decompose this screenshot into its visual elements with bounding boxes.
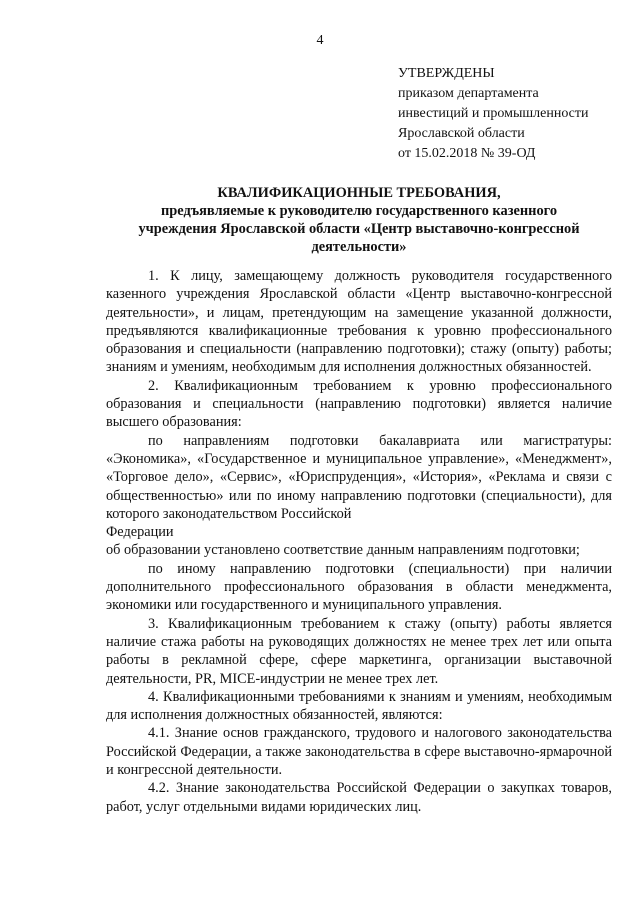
paragraph-2-correspondence: об образовании установлено соответствие данным направлениям подготовки; [106, 542, 580, 559]
paragraph-3: 3. Квалификационным требованием к стажу (опыту) работы является наличие стажа работы на руководящих должностях не менее трех лет или опыта работы в рекламной сфере, сфере маркетинга, организации выставочной деятельности, PR, MICE-индустрии не менее трех лет. [106, 615, 612, 687]
title-line: КВАЛИФИКАЦИОННЫЕ ТРЕБОВАНИЯ, [217, 185, 501, 201]
title-line: предъявляемые к руководителю государственного казенного [160, 203, 558, 219]
paragraph-1: 1. К лицу, замещающему должность руководителя государственного казенного учреждения Ярославской области «Центр выставочно-конгрессной деятельности», и лицам, претендующим на замещение указанной должности, предъявляются квалификационные требования к уровню профессионального образования и специальности (направлению подготовки); стажу (опыту) работы; знаниям и умениям, необходимым для исполнения должностных обязанностей. [106, 268, 612, 376]
paragraph-2-bachelor-directions: по направлениям подготовки бакалавриата или магистратуры: «Экономика», «Государственное и муниципальное управление», «Менеджмент», «Торговое дело», «Сервис», «Юриспруденция», «История», «Реклама и связи с общественностью» или по иному направлению подготовки (специальности), для которого законодательством Российской [106, 432, 612, 522]
paragraph-4-2: 4.2. Знание законодательства Российской Федерации о закупках товаров, работ, услуг отдельными видами юридических лиц. [106, 780, 612, 815]
paragraph-2-other-direction: по иному направлению подготовки (специальности) при наличии дополнительного профессионального образования в области менеджмента, экономики или государственного и муниципального управления. [106, 560, 612, 614]
paragraph-2-federation: Федерации [106, 524, 174, 541]
title-line: деятельности» [311, 239, 407, 255]
paragraph-4: 4. Квалификационными требованиями к знаниям и умениям, необходимым для исполнения должностных обязанностей, являются: [106, 688, 612, 724]
approval-line: Ярославской области [398, 126, 525, 141]
title-line: учреждения Ярославской области «Центр выставочно-конгрессной [138, 221, 580, 237]
approval-line: инвестиций и промышленности [398, 106, 589, 121]
page-number: 4 [316, 33, 324, 48]
approval-line: приказом департамента [398, 86, 539, 101]
approval-stamp [398, 64, 628, 164]
paragraph-2: 2. Квалификационным требованием к уровню профессионального образования и специальности (направлению подготовки) является наличие высшего образования: [106, 377, 612, 431]
document-body [106, 267, 612, 816]
document-title [96, 184, 622, 256]
paragraph-4-1: 4.1. Знание основ гражданского, трудового и налогового законодательства Российской Федерации, а также законодательства в сфере выставочно-ярмарочной и конгрессной деятельности. [106, 725, 612, 779]
approval-line: УТВЕРЖДЕНЫ [398, 66, 495, 81]
approval-line: от 15.02.2018 № 39-ОД [398, 146, 536, 161]
